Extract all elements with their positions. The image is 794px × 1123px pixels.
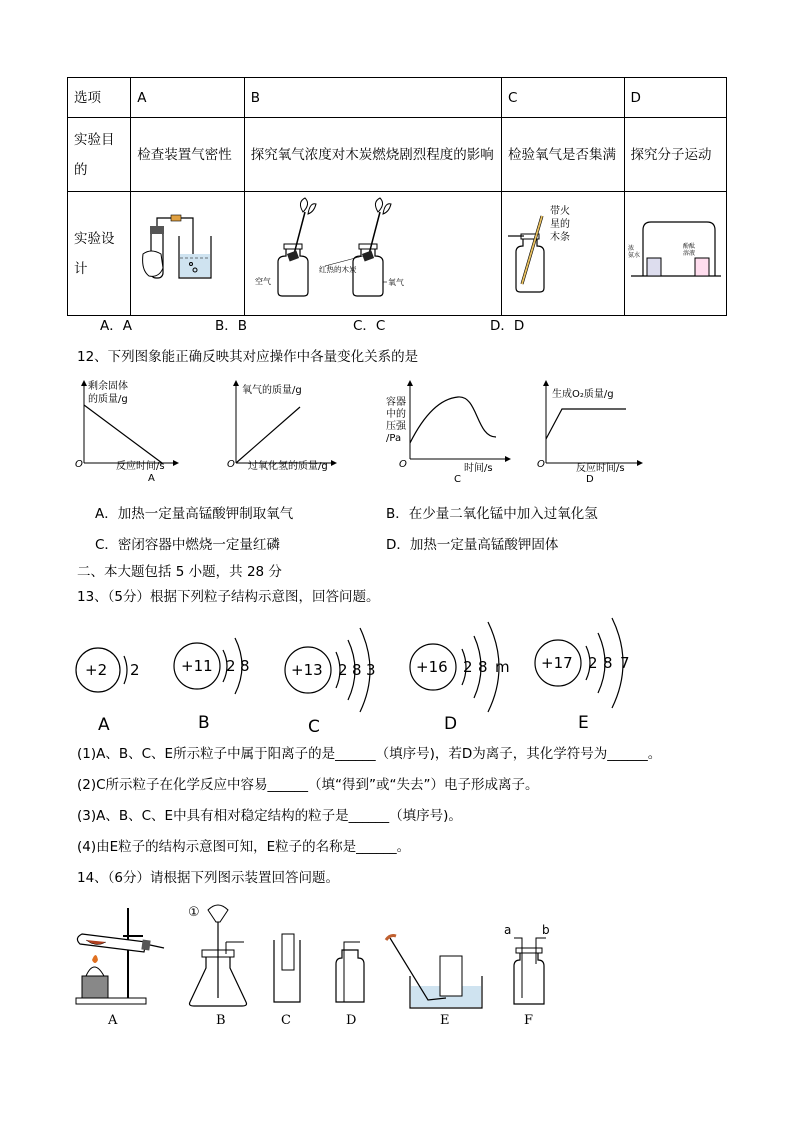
header-cell: 选项	[68, 78, 131, 118]
header-cell: B	[244, 78, 501, 118]
q12-option-b: B．在少量二氧化锰中加入过氧化氢	[386, 506, 598, 522]
particle-c-nucleus: +13	[291, 661, 323, 679]
q13-question-3: (3)A、B、C、E中具有相对稳定结构的粒子是______（填序号)。	[77, 808, 462, 824]
q12-graphs	[68, 375, 728, 485]
particle-c-shell-2: 8	[352, 661, 362, 679]
graph-d-origin: O	[537, 459, 545, 470]
apparatus-c-label: C	[281, 1013, 291, 1028]
purpose-label-cell: 实验目的	[68, 118, 131, 192]
apparatus-a	[76, 908, 164, 1028]
air-label: 空气	[254, 277, 271, 286]
charcoal-combustion-figure	[245, 192, 500, 304]
q11-option-d: D．D	[490, 318, 525, 334]
particle-diagrams	[70, 612, 670, 736]
q12-option-a: A．加热一定量高锰酸钾制取氧气	[95, 506, 294, 522]
particle-c-letter: C	[308, 717, 320, 736]
apparatus-b	[188, 905, 247, 1028]
graph-a-xlabel: 反应时间/s	[116, 461, 165, 472]
header-cell: D	[624, 78, 727, 118]
particle-a-shell: 2	[130, 661, 140, 679]
particle-c-shell-3: 3	[366, 661, 376, 679]
particle-a-nucleus: +2	[85, 661, 108, 679]
glowing-splint-label: 带火星的木条	[549, 206, 570, 243]
graph-b-origin: O	[227, 459, 235, 470]
graph-a-ylabel: 剩余固体的质量/g	[88, 381, 128, 405]
purpose-cell-c: 检验氧气是否集满	[501, 118, 624, 192]
graph-c-ylabel: 容器中的压强/Pa	[386, 397, 406, 444]
particle-b	[174, 638, 250, 733]
phenolphthalein-label: 酚酞溶液	[682, 243, 695, 257]
funnel-mark: ①	[188, 905, 200, 920]
molecular-motion-figure	[625, 192, 726, 304]
graph-b-ylabel: 氧气的质量/g	[242, 385, 302, 396]
graph-d-letter: D	[586, 474, 594, 485]
graph-c-letter: C	[454, 474, 461, 485]
graph-c	[386, 381, 510, 485]
q11-option-b: B．B	[215, 318, 248, 334]
design-cell-c	[501, 192, 624, 316]
purpose-cell-b: 探究氧气浓度对木炭燃烧剧烈程度的影响	[244, 118, 501, 192]
header-cell: A	[131, 78, 245, 118]
apparatus-e	[386, 936, 482, 1029]
charcoal-label: 红热的木炭	[318, 265, 357, 274]
particle-a-letter: A	[98, 715, 110, 735]
apparatus-c	[274, 934, 300, 1028]
graph-a-letter: A	[148, 473, 155, 484]
ammonia-label: 浓氨水	[627, 245, 640, 259]
section-2-heading: 二、本大题包括 5 小题，共 28 分	[77, 564, 282, 580]
graph-a	[75, 379, 178, 484]
tube-a-label: a	[504, 923, 512, 937]
graph-d-xlabel: 反应时间/s	[576, 463, 625, 474]
particle-d-nucleus: +16	[416, 658, 448, 676]
q13-question-1: (1)A、B、C、E所示粒子中属于阳离子的是______（填序号)，若D为离子，其化学符号为______。	[77, 746, 662, 762]
lab-apparatus	[68, 898, 588, 1030]
tube-b-label: b	[542, 923, 550, 937]
particle-d-shell-3: m	[495, 658, 510, 676]
particle-b-letter: B	[198, 713, 210, 733]
design-cell-a	[131, 192, 245, 316]
particle-b-shell-2: 8	[240, 657, 250, 675]
design-cell-b	[244, 192, 501, 316]
apparatus-b-label: B	[216, 1013, 226, 1028]
particle-c	[285, 628, 376, 736]
graph-c-origin: O	[399, 459, 407, 470]
graph-c-xlabel: 时间/s	[464, 463, 493, 474]
particle-d	[410, 622, 510, 734]
q12-stem: 12、下列图象能正确反映其对应操作中各量变化关系的是	[77, 349, 419, 365]
purpose-cell-d: 探究分子运动	[624, 118, 727, 192]
q11-option-c: C．C	[353, 318, 386, 334]
particle-b-nucleus: +11	[181, 657, 213, 675]
apparatus-f	[504, 923, 550, 1028]
particle-d-shell-1: 2	[463, 658, 473, 676]
apparatus-d	[336, 942, 364, 1028]
particle-d-shell-2: 8	[478, 658, 488, 676]
graph-a-origin: O	[75, 459, 83, 470]
oxygen-label: 氧气	[387, 278, 404, 287]
particle-e	[535, 618, 630, 733]
design-label-cell: 实验设计	[68, 192, 131, 316]
q11-option-a: A．A	[100, 318, 132, 334]
graph-d	[537, 381, 642, 485]
design-cell-d	[624, 192, 727, 316]
header-cell: C	[501, 78, 624, 118]
q13-stem: 13、（5分）根据下列粒子结构示意图，回答问题。	[77, 589, 380, 605]
q13-question-2: (2)C所示粒子在化学反应中容易______（填“得到”或“失去”）电子形成离子。	[77, 777, 539, 793]
q12-option-c: C．密闭容器中燃烧一定量红磷	[95, 537, 280, 553]
apparatus-f-label: F	[524, 1013, 534, 1028]
apparatus-d-label: D	[346, 1013, 357, 1028]
particle-c-shell-1: 2	[338, 661, 348, 679]
particle-e-shell-3: 7	[620, 654, 630, 672]
q11-options-table	[67, 77, 727, 316]
particle-e-nucleus: +17	[541, 654, 573, 672]
particle-d-letter: D	[444, 714, 458, 734]
q13-question-4: (4)由E粒子的结构示意图可知，E粒子的名称是______。	[77, 839, 411, 855]
q12-option-d: D．加热一定量高锰酸钾固体	[386, 537, 559, 553]
apparatus-e-label: E	[440, 1013, 450, 1028]
purpose-cell-a: 检查装置气密性	[131, 118, 245, 192]
airtightness-apparatus-figure	[131, 192, 243, 304]
particle-e-shell-1: 2	[588, 654, 598, 672]
q14-stem: 14、（6分）请根据下列图示装置回答问题。	[77, 870, 340, 886]
apparatus-a-label: A	[108, 1013, 118, 1028]
particle-b-shell-1: 2	[226, 657, 236, 675]
graph-b-xlabel: 过氧化氢的质量/g	[248, 461, 328, 472]
particle-e-shell-2: 8	[603, 654, 613, 672]
particle-e-letter: E	[578, 713, 589, 733]
graph-b	[227, 381, 336, 472]
particle-a	[76, 648, 140, 735]
graph-d-ylabel: 生成O₂质量/g	[552, 389, 614, 400]
oxygen-full-test-figure	[502, 192, 623, 304]
